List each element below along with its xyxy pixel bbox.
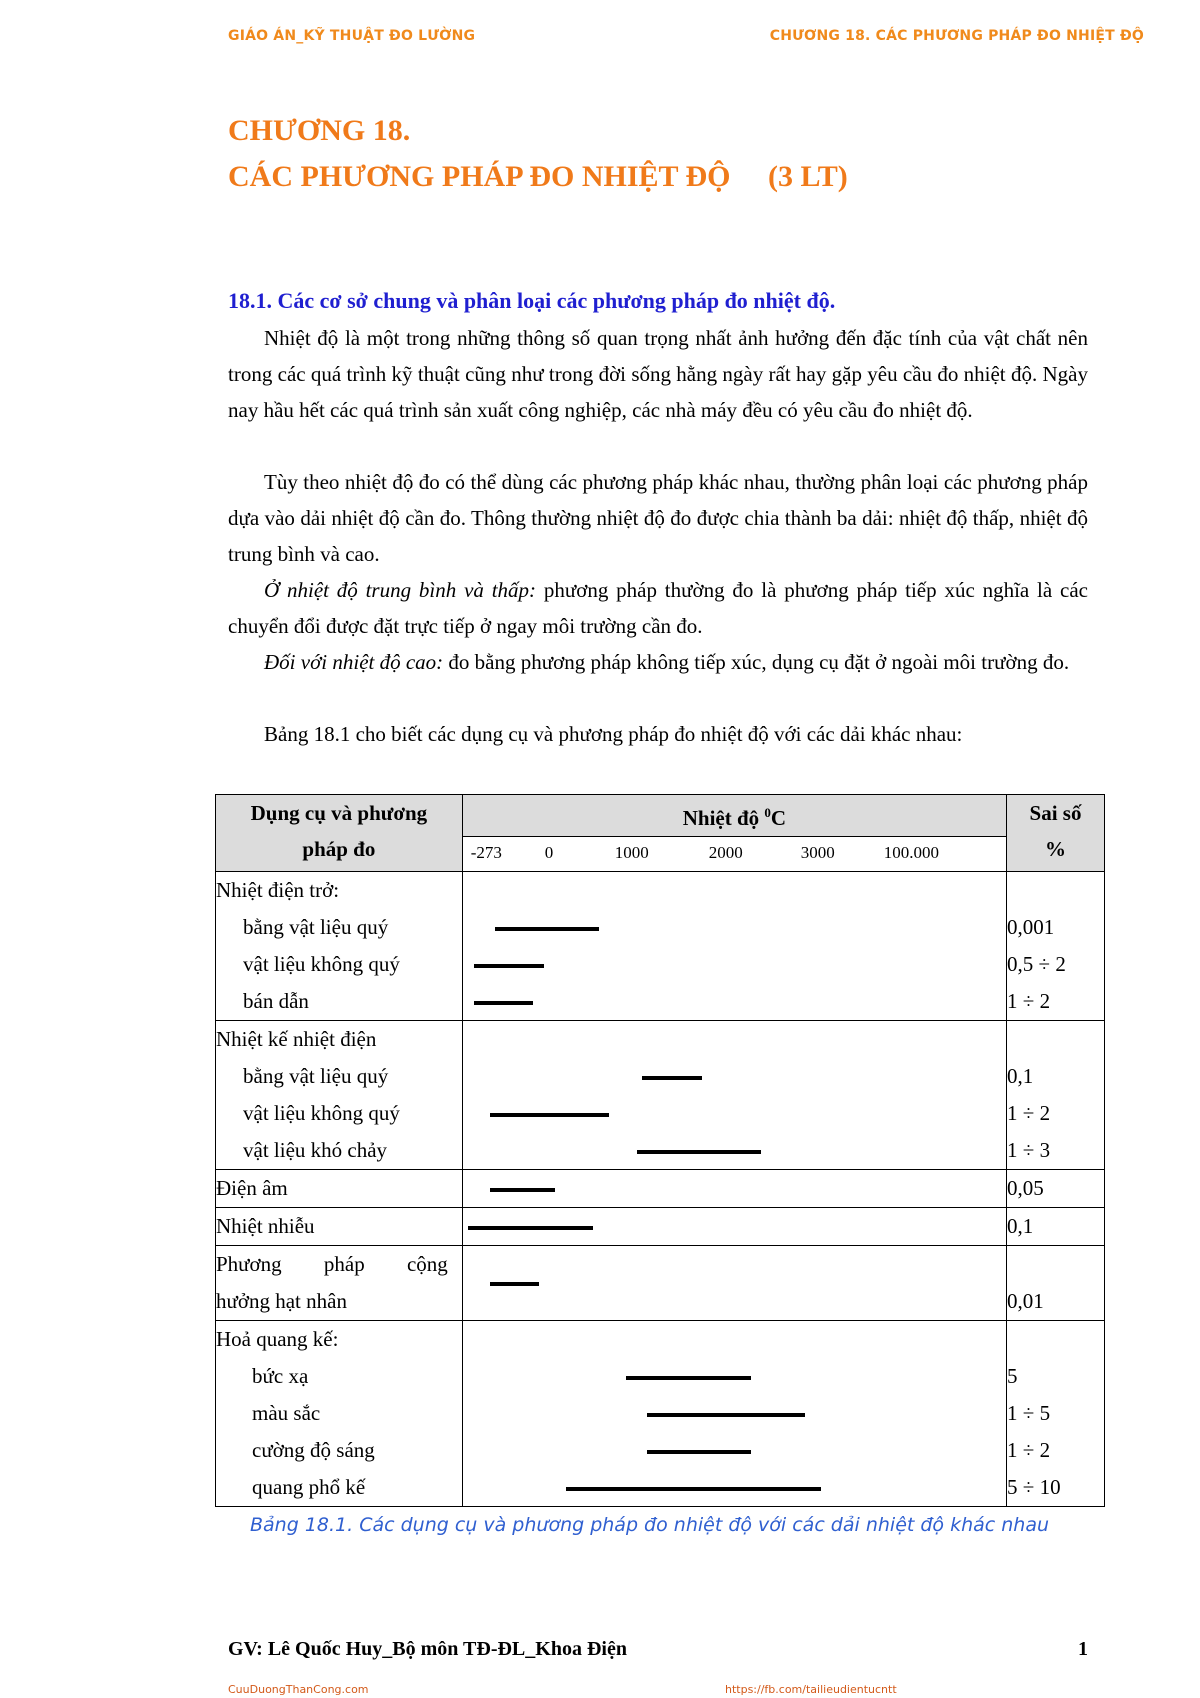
header-left: GIÁO ÁN_KỸ THUẬT ĐO LƯỜNG [228, 28, 476, 44]
section-title: 18.1. Các cơ sở chung và phân loại các phương pháp đo nhiệt độ. [228, 288, 836, 313]
method-cell: Phương pháp cộng hưởng hạt nhân [216, 1246, 463, 1321]
table-row [216, 1021, 1105, 1170]
method-cell: Điện âm [216, 1170, 463, 1208]
paragraph-3: Ở nhiệt độ trung bình và thấp: phương pháp thường đo là phương pháp tiếp xúc nghĩa là các chuyển đổi được đặt trực tiếp ở ngay môi trường cần đo. [228, 578, 1088, 638]
error-cell: 0,001 0,5 ÷ 2 1 ÷ 2 [1007, 872, 1105, 1021]
range-bar [490, 1113, 609, 1117]
col2-header: Nhiệt độ $^0$C [462, 795, 1006, 837]
range-cell [462, 1208, 1006, 1246]
range-cell [462, 872, 1006, 1021]
temperature-methods-table [215, 794, 1105, 1507]
table-row [216, 1321, 1105, 1507]
error-cell: 0,01 [1007, 1246, 1105, 1321]
temperature-axis [462, 837, 1006, 872]
range-bar [642, 1076, 702, 1080]
col3-header: Sai số % [1007, 795, 1105, 872]
range-bar [637, 1150, 762, 1154]
error-cell: 0,1 [1007, 1208, 1105, 1246]
error-cell: 5 1 ÷ 5 1 ÷ 2 5 ÷ 10 [1007, 1321, 1105, 1507]
error-cell: 0,05 [1007, 1170, 1105, 1208]
table-caption: Bảng 18.1. Các dụng cụ và phương pháp đo nhiệt độ với các dải nhiệt độ khác nhau [250, 1514, 1050, 1536]
range-bar [468, 1226, 593, 1230]
range-cell [462, 1246, 1006, 1321]
method-cell: Hoả quang kế: bức xạ màu sắc cường độ sáng quang phổ kế [216, 1321, 463, 1507]
paragraph-4: Đối với nhiệt độ cao: đo bằng phương pháp không tiếp xúc, dụng cụ đặt ở ngoài môi trường đo. [264, 650, 1070, 674]
method-cell: Nhiệt nhiễu [216, 1208, 463, 1246]
table-row [216, 1170, 1105, 1208]
range-cell [462, 1170, 1006, 1208]
col1-header: Dụng cụ và phương pháp đo [216, 795, 463, 872]
range-bar [566, 1487, 821, 1491]
table-row [216, 872, 1105, 1021]
watermark-right: https://fb.com/tailieudientucntt [725, 1683, 897, 1696]
range-bar [647, 1413, 804, 1417]
footer-author: GV: Lê Quốc Huy_Bộ môn TĐ-ĐL_Khoa Điện [228, 1638, 627, 1660]
tick-label: 0 [544, 843, 554, 862]
tick-label: 100.000 [883, 843, 940, 862]
paragraph-5: Bảng 18.1 cho biết các dụng cụ và phương pháp đo nhiệt độ với các dải khác nhau: [264, 722, 963, 746]
range-bar [647, 1450, 750, 1454]
range-bar [495, 927, 598, 931]
range-bar [474, 964, 545, 968]
method-cell: Nhiệt điện trở: bằng vật liệu quý vật liệu không quý bán dẫn [216, 872, 463, 1021]
method-cell: Nhiệt kế nhiệt điện bằng vật liệu quý vật liệu không quý vật liệu khó chảy [216, 1021, 463, 1170]
chapter-number: CHƯƠNG 18. [228, 114, 411, 147]
tick-label: 2000 [708, 843, 743, 862]
range-cell [462, 1021, 1006, 1170]
range-bar [474, 1001, 534, 1005]
chapter-title: CÁC PHƯƠNG PHÁP ĐO NHIỆT ĐỘ (3 LT) [228, 160, 848, 193]
range-bar [626, 1376, 751, 1380]
tick-label: -273 [470, 843, 502, 862]
range-cell [462, 1321, 1006, 1507]
range-bar [490, 1188, 555, 1192]
error-cell: 0,1 1 ÷ 2 1 ÷ 3 [1007, 1021, 1105, 1170]
paragraph-1: Nhiệt độ là một trong những thông số quan trọng nhất ảnh hưởng đến đặc tính của vật chất nên trong các quá trình kỹ thuật cũng như trong đời sống hằng ngày rất hay gặp yêu cầu đo nhiệt độ. Ngày nay hầu hết các quá trình sản xuất công nghiệp, các nhà máy đều có yêu cầu đo nhiệt độ. [228, 326, 1088, 422]
paragraph-2: Tùy theo nhiệt độ đo có thể dùng các phương pháp khác nhau, thường phân loại các phương pháp dựa vào dải nhiệt độ cần đo. Thông thường nhiệt độ đo được chia thành ba dải: nhiệt độ thấp, nhiệt độ trung bình và cao. [228, 470, 1088, 566]
table-row [216, 1208, 1105, 1246]
header-right: CHƯƠNG 18. CÁC PHƯƠNG PHÁP ĐO NHIỆT ĐỘ [769, 28, 1144, 44]
table-row [216, 1246, 1105, 1321]
page-number: 1 [1078, 1638, 1088, 1660]
tick-label: 1000 [614, 843, 649, 862]
watermark-left: CuuDuongThanCong.com [228, 1683, 369, 1696]
tick-label: 3000 [800, 843, 835, 862]
range-bar [490, 1282, 539, 1286]
